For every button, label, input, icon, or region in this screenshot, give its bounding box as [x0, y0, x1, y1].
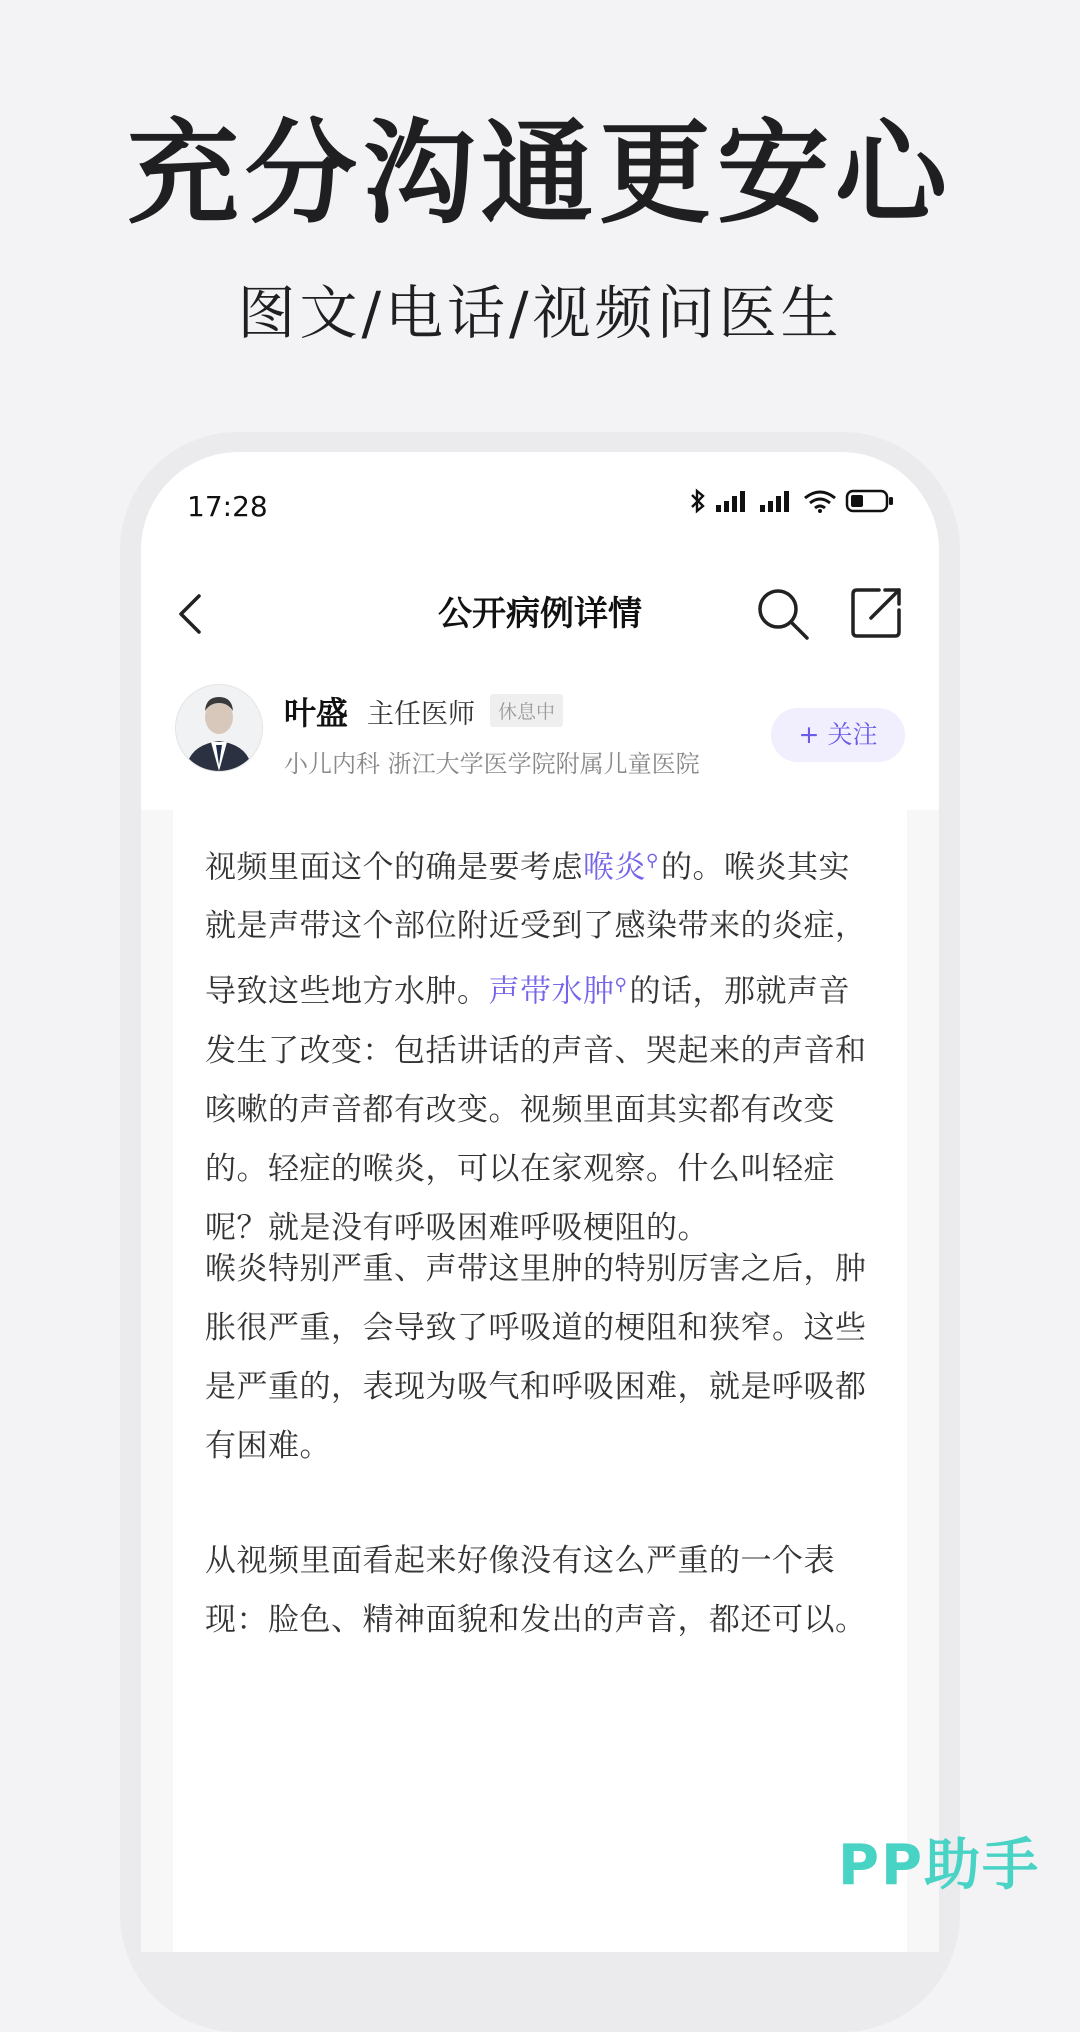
- watermark-logo: PP助手: [838, 1833, 1041, 1898]
- promo-subline: 图文/电话/视频问医生: [237, 279, 843, 347]
- text-span: 视频里面这个的确是要考虑: [205, 849, 583, 886]
- status-badge: 休息中: [490, 694, 563, 727]
- promo-headline: 充分沟通更安心: [127, 109, 953, 239]
- signal-icon: [715, 489, 751, 513]
- status-time: 17:28: [187, 490, 268, 523]
- doctor-card[interactable]: [141, 678, 939, 798]
- page-title: 公开病例详情: [438, 594, 642, 634]
- search-small-icon: ⚲: [614, 975, 628, 996]
- battery-icon: [845, 488, 895, 514]
- text-span: 的话，那就声音发生了改变：包括讲话的声音、哭起来的声音和咳嗽的声音都有改变。视频里面其实都有改变的。轻症的喉炎，可以在家观察。什么叫轻症呢？就是没有呼吸困难呼吸梗阻的。: [205, 973, 867, 1246]
- nav-bar: [141, 564, 939, 664]
- doctor-title: 主任医师: [367, 699, 475, 730]
- share-icon[interactable]: [849, 584, 905, 640]
- signal-icon: [759, 489, 795, 513]
- bluetooth-icon: [689, 488, 707, 514]
- status-bar: [141, 452, 939, 552]
- phone-screen: [141, 452, 939, 1952]
- avatar[interactable]: [175, 684, 263, 772]
- search-small-icon: ⚲: [646, 851, 659, 871]
- keyword-link[interactable]: 声带水肿: [488, 973, 615, 1010]
- article-card: [173, 810, 907, 1952]
- wifi-icon: [803, 489, 837, 513]
- search-icon[interactable]: [755, 586, 811, 642]
- keyword-link[interactable]: 喉炎: [583, 849, 646, 886]
- follow-button[interactable]: + 关注: [771, 708, 905, 762]
- text-span: 的。喉炎其实就是声带这个部位附近受到了感染带来的炎症，导致这些地方水肿。: [205, 849, 867, 1010]
- article-paragraph: 喉炎特别严重、声带这里肿的特别厉害之后，肿胀很严重，会导致了呼吸道的梗阻和狭窄。这些是严重的，表现为吸气和呼吸困难，就是呼吸都有困难。: [205, 1251, 867, 1464]
- article-area: [141, 810, 939, 1952]
- article-paragraph: 从视频里面看起来好像没有这么严重的一个表现：脸色、精神面貌和发出的声音，都还可以。: [205, 1543, 867, 1638]
- doctor-name: 叶盛: [284, 694, 349, 732]
- doctor-department: 小儿内科 浙江大学医学院附属儿童医院: [284, 750, 700, 778]
- status-icons: [689, 488, 895, 514]
- article-paragraph: [205, 832, 877, 1258]
